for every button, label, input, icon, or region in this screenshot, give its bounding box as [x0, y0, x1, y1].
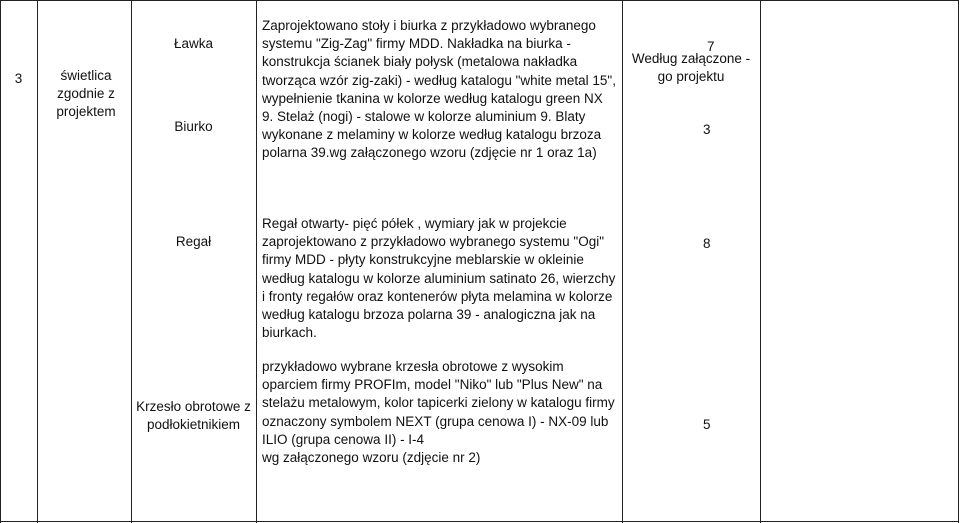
row-number: 3: [14, 71, 23, 86]
item-name: Regał: [175, 234, 212, 249]
column-divider: [760, 0, 761, 523]
column-divider: [131, 0, 132, 523]
table-border-bottom: [0, 521, 959, 522]
table-border-right: [958, 0, 959, 523]
room-name: świetlica zgodnie z projektem: [56, 68, 116, 119]
item-name: Ławka: [173, 36, 214, 51]
quantity-value: 5: [703, 417, 711, 432]
column-divider: [37, 0, 38, 523]
item-name: Biurko: [174, 119, 213, 134]
item-description: Regał otwarty- pięć półek , wymiary jak w projekcie zaprojektowano z przykładowo wybranego systemu "Ogi" firmy MDD - płyty konstrukcyjne meblarskie w okleinie według katalogu w kolorze aluminium satinato 26, wierzchy i fronty regałów oraz kontenerów płyta melamina w kolorze według katalogu brzoza polarna 39 - analogiczna jak na biurkach.: [262, 216, 616, 341]
quantity-value: 8: [703, 236, 711, 251]
item-name: Krzesło obrotowe z podłokietnikiem: [136, 399, 251, 432]
column-divider: [256, 0, 257, 523]
item-description: przykładowo wybrane krzesła obrotowe z wysokim oparciem firmy PROFIm, model "Niko" lub "Plus New" na stelażu metalowym, kolor tapicerki zielony w katalogu firmy oznaczony symbolem NEXT (grupa cenowa I) - NX-09 lub ILIO (grupa cenowa II) - I-4 wg załączonego wzoru (zdjęcie nr 2): [262, 359, 615, 466]
column-divider: [622, 0, 623, 523]
item-description: Zaprojektowano stoły i biurka z przykładowo wybranego systemu "Zig-Zag" firmy MDD. Nakładka na biurka - konstrukcja ścianek biały połysk (metalowa nakładka tworząca wzór zig-zaki) - według katalogu "white metal 15", wypełnienie tkanina w kolorze według katalogu green NX 9. Stelaż (nogi) - stalowe w kolorze aluminium 9. Blaty wykonane z melaminy w kolorze według katalogu brzoza polarna 39.wg załączonego wzoru (zdjęcie nr 1 oraz 1a): [262, 18, 616, 161]
quantity-value: 7: [707, 39, 715, 54]
reference-note: Według załączone -go projektu: [631, 51, 751, 84]
table-border-top: [0, 0, 959, 1]
quantity-value: 3: [703, 122, 711, 137]
